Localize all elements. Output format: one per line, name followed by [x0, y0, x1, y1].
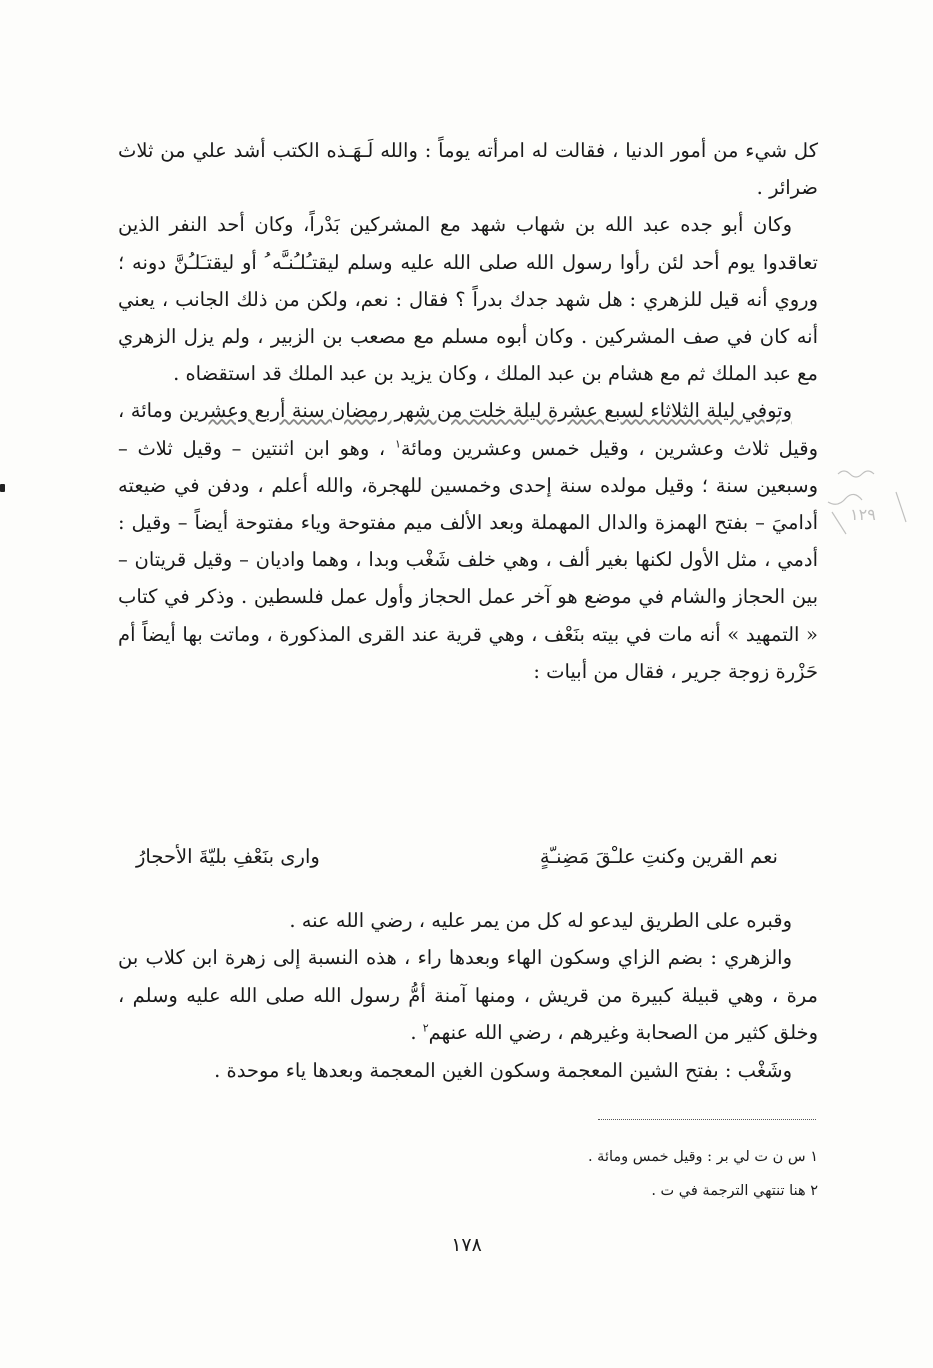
footnote-1: ١ س ن ت لي بر : وقيل خمس ومائة . [587, 1149, 818, 1165]
margin-scribble-stroke [832, 512, 846, 534]
footnotes [400, 1140, 818, 1208]
paragraph-2: وكان أبو جده عبد الله بن شهاب شهد مع المشركين بَدْراً، وكان أحد النفر الذين تعاقدوا يوم أحد لئن رأوا رسول الله صلى الله عليه وسلم ليقتـُلـُنـَّه ُ أو ليقتـَلـُنَّ دونه ؛ وروي أنه قيل للزهري : هل شهد جدك بدراً ؟ فقال : نعم، ولكن من ذلك الجانب ، يعني أنه كان في صف المشركين . وكان أبوه مسلم مع مصعب بن الزبير ، ولم يزل الزهري مع عبد الملك ثم مع هشام بن عبد الملك ، وكان يزيد بن عبد الملك قد استقضاه . [118, 213, 818, 386]
footnote-ref-1[interactable]: ١ [394, 437, 401, 451]
paragraph-6: وشَغْب : بفتح الشين المعجمة وسكون الغين المعجمة وبعدها ياء موحدة . [214, 1058, 792, 1082]
handwritten-margin-note [808, 462, 928, 542]
margin-note-number: ١٢٩ [850, 505, 876, 524]
poem-verse [118, 837, 818, 877]
paragraph-3-rest: ومائة ، وقيل ثلاث وعشرين ، وقيل خمس وعشرين ومائة [118, 399, 818, 460]
margin-scribble-tick [896, 492, 906, 522]
footnote-2: ٢ هنا تنتهي الترجمة في ت . [651, 1183, 818, 1199]
closing-text-block [118, 902, 818, 1089]
margin-scribble-line [838, 471, 874, 477]
paragraph-4: وقبره على الطريق ليدعو له كل من يمر عليه ، رضي الله عنه . [289, 909, 792, 932]
scan-edge-mark [0, 484, 5, 492]
paragraph-3-tail: ، وهو ابن اثنتين – وقيل ثلاث – وسبعين سنة ؛ وقيل مولده سنة إحدى وخمسين للهجرة، والله أعلم ، ودفن في ضيعته أداميَ – بفتح الهمزة والدال المهملة وبعد الألف ميم مفتوحة وياء مفتوحة أيضاً – وقيل : أدمي ، مثل الأول لكنها بغير ألف ، وهي خلف شَغْب وبدا ، وهما واديان – وقيل قريتان – بين الحجاز والشام في موضع هو آخر عمل الحجاز وأول عمل فلسطين . وذكر في كتاب « التمهيد » أنه مات في بيته بنَعْف ، وهي قرية عند القرى المذكورة ، وماتت بها أيضاً أم حَزْرة زوجة جرير ، فقال من أبيات : [118, 436, 818, 683]
paragraph-3 [118, 392, 818, 690]
paragraph-5 [118, 939, 818, 1051]
underlined-death-date: وتوفي ليلة الثلاثاء لسبع عشرة ليلة خلت من شهر رمضان سنة أربع وعشرين [178, 399, 792, 423]
footnote-ref-2[interactable]: ٢ [422, 1021, 429, 1035]
paragraph-5-text: والزهري : بضم الزاي وسكون الهاء وبعدها راء ، هذه النسبة إلى زهرة ابن كلاب بن مرة ، وهي قبيلة كبيرة من قريش ، ومنها آمنة أمُّ رسول الله صلى الله عليه وسلم ، وخلق كثير من الصحابة وغيرهم ، رضي الله عنهم [118, 946, 818, 1045]
footnote-separator [598, 1119, 816, 1120]
verse-first-hemistich: نعم القرين وكنتِ علـْقَ مَضِنـّةٍ [539, 845, 778, 868]
margin-scribble-curve [828, 494, 862, 504]
verse-second-hemistich: وارى بنَعْفِ بليّةَ الأحجارُ [136, 845, 320, 868]
paragraph-5-end: . [410, 1021, 423, 1045]
main-text-block [118, 132, 818, 690]
page-number: ١٧٨ [451, 1234, 482, 1256]
paragraph-1: كل شيء من أمور الدنيا ، فقالت له امرأته يوماً : والله لَـهَـذه الكتب أشد علي من ثلاث ضرائر . [118, 139, 818, 200]
